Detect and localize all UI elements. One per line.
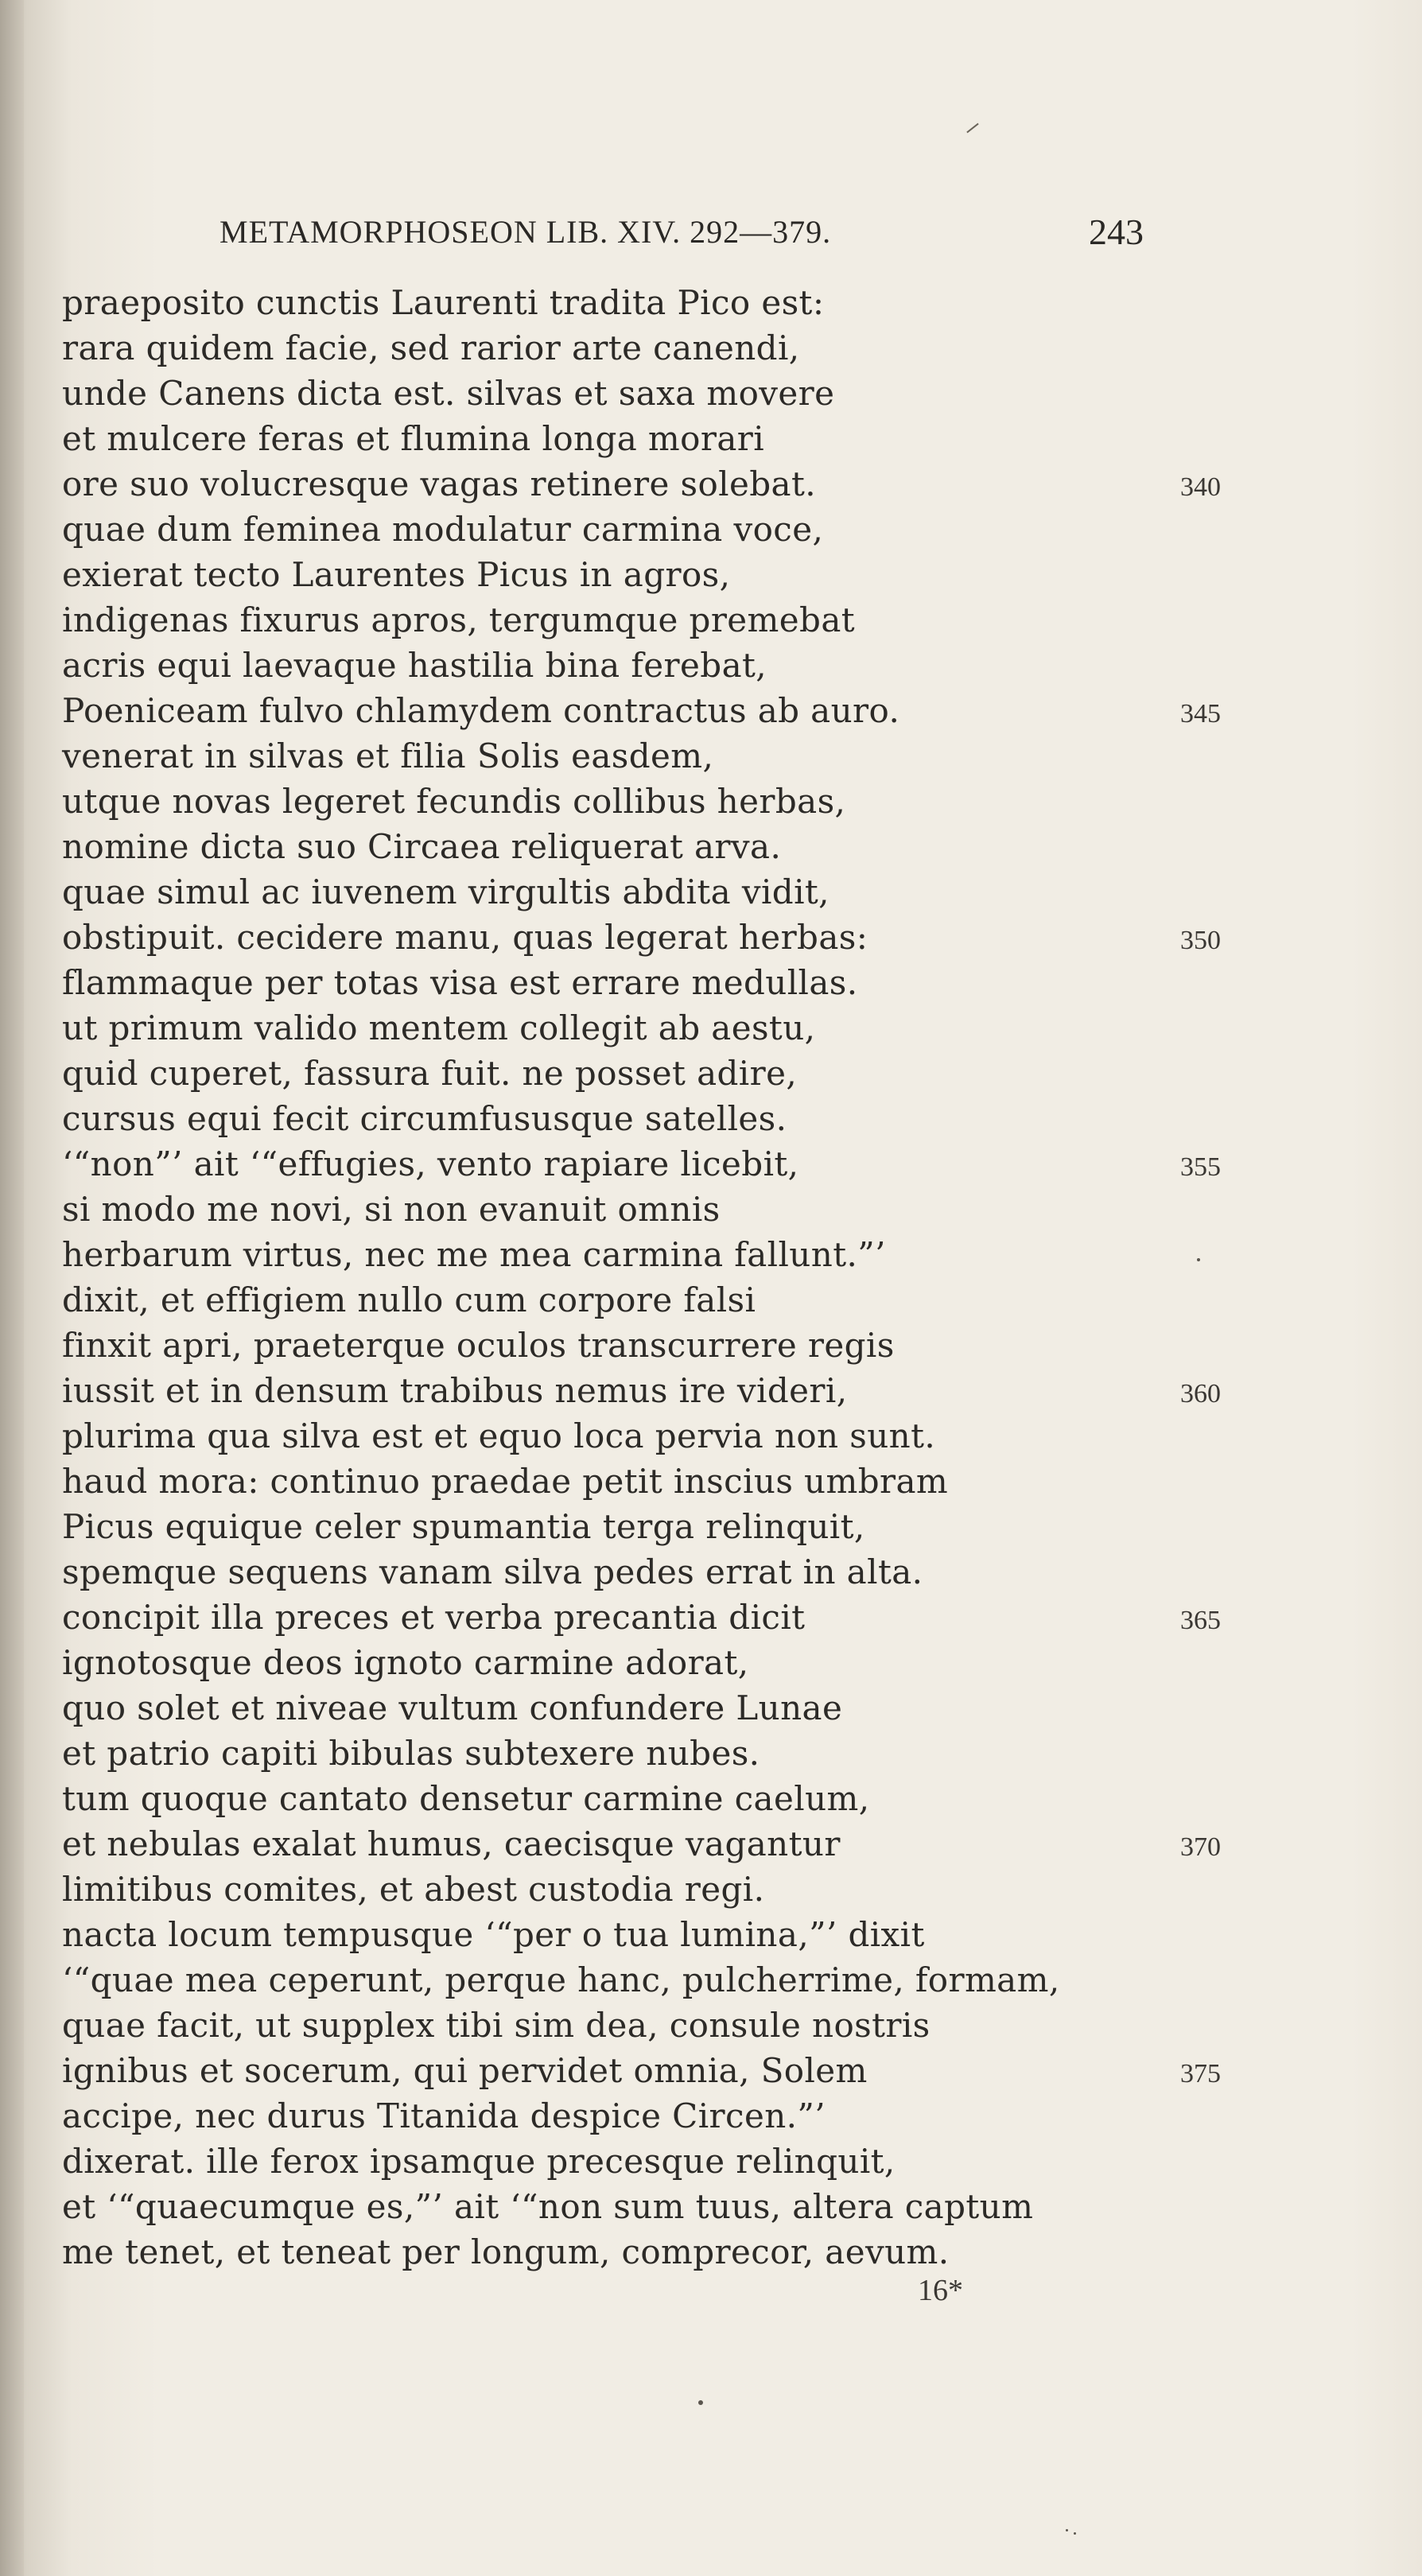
verse-text: quae simul ac iuvenem virgultis abdita vidit, bbox=[62, 872, 830, 911]
verse-line bbox=[0, 507, 1422, 552]
verse-text: et ‘“quaecumque es,”’ ait ‘“non sum tuus, altera captum bbox=[62, 2187, 1034, 2226]
signature-mark: 16* bbox=[918, 2274, 963, 2307]
verse-line bbox=[0, 643, 1422, 688]
verse-text: venerat in silvas et filia Solis easdem, bbox=[62, 736, 714, 775]
verse-line bbox=[0, 1549, 1422, 1595]
verse-line bbox=[0, 1867, 1422, 1912]
verse-line bbox=[0, 461, 1422, 507]
verse-text: plurima qua silva est et equo loca pervia non sunt. bbox=[62, 1416, 936, 1455]
ink-speck bbox=[1197, 1258, 1200, 1261]
verse-text: dixerat. ille ferox ipsamque precesque relinquit, bbox=[62, 2142, 896, 2181]
line-number: 370 bbox=[1180, 1832, 1221, 1862]
verse-line bbox=[0, 869, 1422, 915]
line-number: 375 bbox=[1180, 2059, 1221, 2088]
verse-line bbox=[0, 2048, 1422, 2093]
verse-text: finxit apri, praeterque oculos transcurrere regis bbox=[62, 1326, 895, 1365]
verse-line bbox=[0, 688, 1422, 733]
verse-line bbox=[0, 2139, 1422, 2184]
verse-line bbox=[0, 1051, 1422, 1096]
verse-line bbox=[0, 1731, 1422, 1776]
running-header bbox=[0, 208, 1422, 256]
verse-line bbox=[0, 2229, 1422, 2275]
verse-line bbox=[0, 915, 1422, 960]
verse-line bbox=[0, 1821, 1422, 1867]
verse-line bbox=[0, 1096, 1422, 1141]
verse-text: quo solet et niveae vultum confundere Lunae bbox=[62, 1688, 843, 1727]
verse-line bbox=[0, 960, 1422, 1005]
verse-text: herbarum virtus, nec me mea carmina fallunt.”’ bbox=[62, 1235, 886, 1274]
ink-speck bbox=[1066, 2529, 1068, 2531]
verse-line bbox=[0, 325, 1422, 371]
verse-text: dixit, et effigiem nullo cum corpore falsi bbox=[62, 1280, 756, 1319]
verse-line bbox=[0, 371, 1422, 416]
verse-line bbox=[0, 2003, 1422, 2048]
verse-text: Poeniceam fulvo chlamydem contractus ab auro. bbox=[62, 691, 900, 730]
verse-text: acris equi laevaque hastilia bina ferebat, bbox=[62, 646, 767, 685]
verse-text: ‘“non”’ ait ‘“effugies, vento rapiare licebit, bbox=[62, 1144, 799, 1183]
verse-line bbox=[0, 597, 1422, 643]
verse-line bbox=[0, 1640, 1422, 1685]
verse-text: flammaque per totas visa est errare medullas. bbox=[62, 963, 858, 1002]
verse-text: me tenet, et teneat per longum, comprecor, aevum. bbox=[62, 2232, 950, 2271]
line-number: 365 bbox=[1180, 1606, 1221, 1635]
verse-line bbox=[0, 1595, 1422, 1640]
verse-text: accipe, nec durus Titanida despice Circen.”’ bbox=[62, 2096, 826, 2135]
verse-block bbox=[0, 280, 1422, 2308]
ink-speck bbox=[698, 2400, 703, 2405]
verse-line bbox=[0, 1504, 1422, 1549]
verse-text: ignibus et socerum, qui pervidet omnia, Solem bbox=[62, 2051, 868, 2090]
verse-text: ‘“quae mea ceperunt, perque hanc, pulcherrime, formam, bbox=[62, 1960, 1060, 1999]
verse-text: indigenas fixurus apros, tergumque premebat bbox=[62, 600, 856, 639]
verse-text: exierat tecto Laurentes Picus in agros, bbox=[62, 555, 731, 594]
verse-line bbox=[0, 1005, 1422, 1051]
verse-text: ignotosque deos ignoto carmine adorat, bbox=[62, 1643, 749, 1682]
verse-text: utque novas legeret fecundis collibus herbas, bbox=[62, 782, 846, 821]
verse-text: unde Canens dicta est. silvas et saxa movere bbox=[62, 374, 835, 413]
verse-line bbox=[0, 779, 1422, 824]
verse-text: concipit illa preces et verba precantia dicit bbox=[62, 1598, 806, 1637]
verse-line bbox=[0, 1277, 1422, 1323]
verse-text: iussit et in densum trabibus nemus ire videri, bbox=[62, 1371, 848, 1410]
verse-line bbox=[0, 824, 1422, 869]
verse-text: quae dum feminea modulatur carmina voce, bbox=[62, 510, 824, 549]
verse-text: limitibus comites, et abest custodia regi. bbox=[62, 1870, 765, 1909]
verse-text: Picus equique celer spumantia terga relinquit, bbox=[62, 1507, 865, 1546]
verse-line bbox=[0, 1957, 1422, 2003]
verse-text: si modo me novi, si non evanuit omnis bbox=[62, 1190, 721, 1229]
line-number: 345 bbox=[1180, 699, 1221, 729]
ink-speck bbox=[1074, 2532, 1076, 2535]
verse-line bbox=[0, 1368, 1422, 1413]
line-number: 355 bbox=[1180, 1152, 1221, 1182]
verse-text: nomine dicta suo Circaea reliquerat arva. bbox=[62, 827, 782, 866]
line-number: 360 bbox=[1180, 1379, 1221, 1408]
verse-line bbox=[0, 1685, 1422, 1731]
verse-line bbox=[0, 2093, 1422, 2139]
verse-text: nacta locum tempusque ‘“per o tua lumina,”’ dixit bbox=[62, 1915, 925, 1954]
verse-line bbox=[0, 1141, 1422, 1187]
line-number: 340 bbox=[1180, 472, 1221, 502]
verse-text: ore suo volucresque vagas retinere solebat. bbox=[62, 464, 816, 503]
verse-text: quid cuperet, fassura fuit. ne posset adire, bbox=[62, 1054, 798, 1093]
verse-text: haud mora: continuo praedae petit inscius umbram bbox=[62, 1462, 949, 1501]
verse-line bbox=[0, 552, 1422, 597]
verse-text: tum quoque cantato densetur carmine caelum, bbox=[62, 1779, 870, 1818]
verse-line bbox=[0, 1413, 1422, 1459]
verse-line bbox=[0, 1232, 1422, 1277]
verse-text: obstipuit. cecidere manu, quas legerat herbas: bbox=[62, 918, 868, 957]
verse-line bbox=[0, 1459, 1422, 1504]
verse-text: ut primum valido mentem collegit ab aestu, bbox=[62, 1008, 816, 1047]
verse-line bbox=[0, 280, 1422, 325]
pencil-mark bbox=[966, 123, 978, 134]
verse-line bbox=[0, 733, 1422, 779]
verse-line bbox=[0, 1187, 1422, 1232]
verse-text: rara quidem facie, sed rarior arte canendi, bbox=[62, 328, 800, 367]
verse-text: spemque sequens vanam silva pedes errat in alta. bbox=[62, 1552, 923, 1591]
verse-line bbox=[0, 1912, 1422, 1957]
verse-text: praeposito cunctis Laurenti tradita Pico est: bbox=[62, 283, 825, 322]
verse-text: cursus equi fecit circumfususque satelles. bbox=[62, 1099, 787, 1138]
running-title: METAMORPHOSEON LIB. XIV. 292—379. bbox=[220, 214, 832, 250]
verse-text: et patrio capiti bibulas subtexere nubes. bbox=[62, 1734, 760, 1773]
verse-line bbox=[0, 1323, 1422, 1368]
verse-line bbox=[0, 2184, 1422, 2229]
verse-line bbox=[0, 1776, 1422, 1821]
verse-text: et mulcere feras et flumina longa morari bbox=[62, 419, 765, 458]
verse-text: quae facit, ut supplex tibi sim dea, consule nostris bbox=[62, 2006, 931, 2045]
line-number: 350 bbox=[1180, 926, 1221, 955]
verse-text: et nebulas exalat humus, caecisque vagantur bbox=[62, 1824, 841, 1863]
verse-line bbox=[0, 416, 1422, 461]
page-number: 243 bbox=[1089, 212, 1144, 252]
